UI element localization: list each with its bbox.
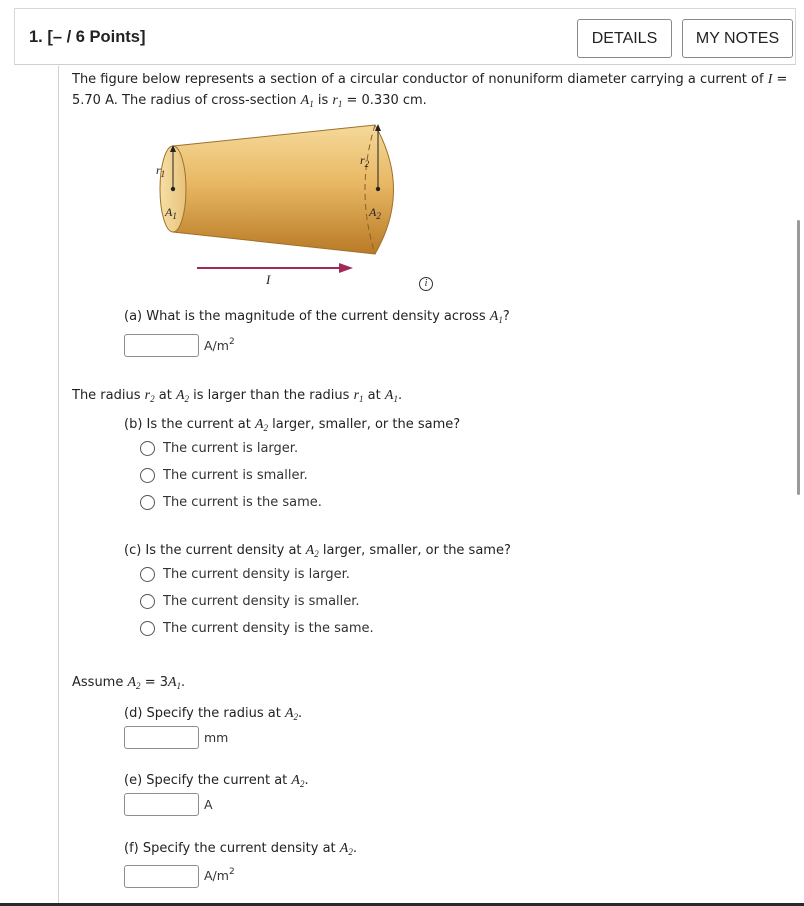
radio-button[interactable] xyxy=(140,441,155,456)
part-c-option-larger[interactable]: The current density is larger. xyxy=(140,567,350,582)
part-e-unit: A xyxy=(204,797,213,812)
question-header xyxy=(14,8,796,65)
conductor-body xyxy=(167,125,394,254)
my-notes-button[interactable]: MY NOTES xyxy=(682,19,793,58)
intro-line-1: The figure below represents a section of a circular conductor of nonuniform diameter carrying a current of I = xyxy=(72,72,788,87)
r1-label: $r_1$ xyxy=(156,163,166,179)
part-c-option-smaller[interactable]: The current density is smaller. xyxy=(140,594,360,609)
radio-button[interactable] xyxy=(140,621,155,636)
conductor-figure xyxy=(150,120,420,287)
r2-label: $r_2$ xyxy=(360,153,370,169)
info-icon[interactable]: i xyxy=(419,277,433,291)
assume-statement: Assume $A_2 = 3A_1$. xyxy=(72,675,186,691)
part-a-unit: $A/m^2$ xyxy=(204,337,235,353)
radio-button[interactable] xyxy=(140,567,155,582)
part-d-unit: mm xyxy=(204,730,229,745)
part-c-option-same[interactable]: The current density is the same. xyxy=(140,621,374,636)
content-left-border xyxy=(58,66,59,906)
intro-line-2: 5.70 A. The radius of cross-section $A_1$ is $r_1 = 0.330$ cm. xyxy=(72,93,427,109)
part-e-question: (e) Specify the current at $A_2$. xyxy=(124,773,309,789)
details-button[interactable]: DETAILS xyxy=(577,19,672,58)
part-d-answer-input[interactable] xyxy=(124,726,199,749)
part-a-question: (a) What is the magnitude of the current density across $A_1$? xyxy=(124,309,510,325)
part-a-answer-input[interactable] xyxy=(124,334,199,357)
part-b-option-same[interactable]: The current is the same. xyxy=(140,495,322,510)
a2-label: $A_2$ xyxy=(369,205,381,221)
part-d-question: (d) Specify the radius at $A_2$. xyxy=(124,706,303,722)
current-label: I xyxy=(266,272,271,287)
part-f-unit: $A/m^2$ xyxy=(204,867,235,883)
radio-button[interactable] xyxy=(140,468,155,483)
part-b-question: (b) Is the current at $A_2$ larger, smaller, or the same? xyxy=(124,417,461,433)
radio-button[interactable] xyxy=(140,594,155,609)
radius-note: The radius $r_2$ at $A_2$ is larger than the radius $r_1$ at $A_1$. xyxy=(72,388,403,404)
radio-button[interactable] xyxy=(140,495,155,510)
a1-label: $A_1$ xyxy=(165,205,177,221)
part-f-question: (f) Specify the current density at $A_2$. xyxy=(124,841,357,857)
conductor-diagram xyxy=(150,120,420,280)
scrollbar-thumb[interactable] xyxy=(797,220,800,495)
question-title: 1. [– / 6 Points] xyxy=(29,28,146,46)
part-e-answer-input[interactable] xyxy=(124,793,199,816)
part-b-option-smaller[interactable]: The current is smaller. xyxy=(140,468,308,483)
part-c-question: (c) Is the current density at $A_2$ larger, smaller, or the same? xyxy=(124,543,511,559)
part-f-answer-input[interactable] xyxy=(124,865,199,888)
part-b-option-larger[interactable]: The current is larger. xyxy=(140,441,298,456)
